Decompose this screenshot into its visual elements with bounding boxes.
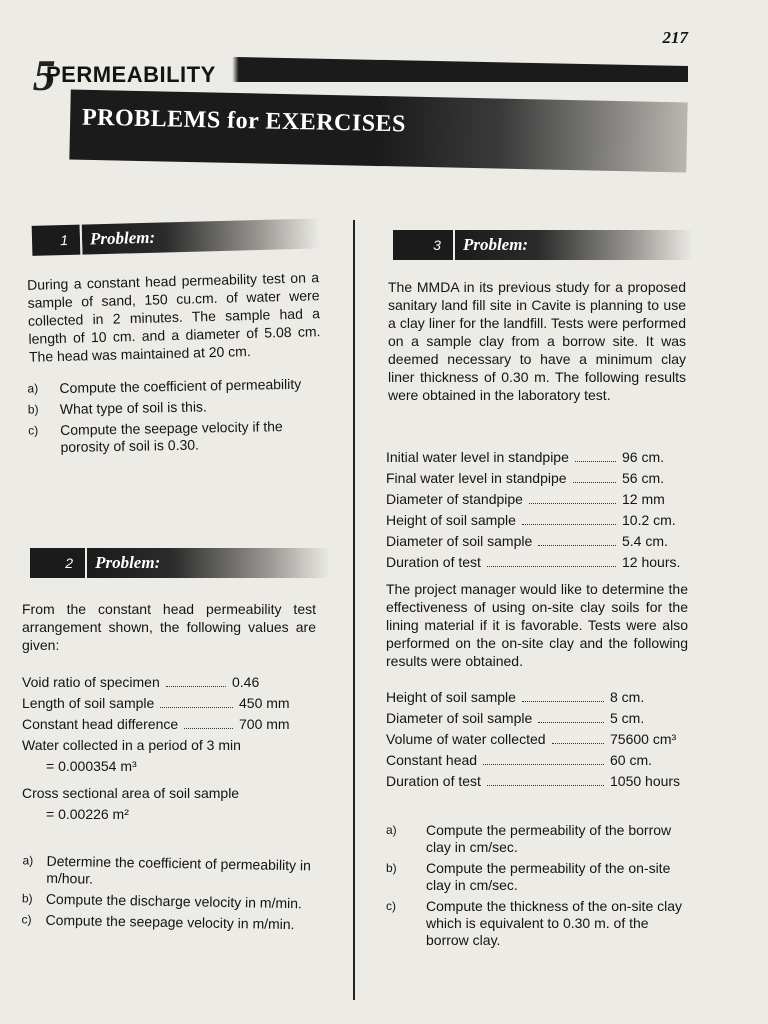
value-row: Constant head difference 700 mm xyxy=(22,716,290,732)
water-collected-value: = 0.000354 m³ xyxy=(46,758,137,774)
problem-1-statement: During a constant head permeability test on a sample of sand, 150 cu.cm. of water were collected in 2 minutes. The sample had a length of 10 cm. and a diameter of 5.08 cm. The head was maintained at 20 cm. xyxy=(26,269,321,365)
value-row: Diameter of standpipe 12 mm xyxy=(386,491,665,507)
question-item: a) Compute the permeability of the borrow clay in cm/sec. xyxy=(386,822,672,855)
chapter-title: PERMEABILITY xyxy=(46,62,216,87)
problem-3-intro: The MMDA in its previous study for a proposed sanitary land fill site in Cavite is planning to use a clay liner for the landfill. Tests were performed on a sample clay from a borrow site. It was deemed necessary to have a minimum clay liner thickness of 0.30 m. The following results were obtained in the laboratory test. xyxy=(388,279,686,403)
section-title: PROBLEMS for EXERCISES xyxy=(81,104,407,138)
problem-1-questions xyxy=(27,375,320,460)
problem-3-questions xyxy=(386,822,692,953)
value-row: Diameter of soil sample 5 cm. xyxy=(386,710,645,726)
column-divider xyxy=(353,220,355,1000)
problem-1-text xyxy=(27,268,321,366)
question-item: a) Determine the coefficient of permeability in m/hour. xyxy=(22,852,312,887)
area-label: Cross sectional area of soil sample xyxy=(22,785,240,801)
value-row: Duration of test 12 hours. xyxy=(386,554,681,570)
problem-3-middle-text: The project manager would like to determine the effectiveness of using on-site clay soils for the lining material if it is favorable. Tests were also performed on the on-site clay and the following results were obtained. xyxy=(386,581,688,669)
value-row: Final water level in standpipe 56 cm. xyxy=(386,470,665,486)
value-row: Duration of test 1050 hours xyxy=(386,773,681,789)
question-item: c) Compute the thickness of the on-site clay which is equivalent to 0.30 m. of the borrow clay. xyxy=(386,898,683,948)
problem-2-questions xyxy=(21,852,322,937)
value-row: Length of soil sample 450 mm xyxy=(22,695,290,711)
area-value: = 0.00226 m² xyxy=(46,806,129,822)
question-item: b) Compute the permeability of the on-site clay in cm/sec. xyxy=(386,860,671,893)
problem-2-banner xyxy=(30,548,330,578)
value-row: Constant head 60 cm. xyxy=(386,752,653,768)
problem-3-values-2 xyxy=(386,688,686,793)
problem-3-number: 3 xyxy=(393,230,453,260)
problem-3-label: Problem: xyxy=(453,230,693,260)
problem-1-banner xyxy=(32,218,333,256)
page-number: 217 xyxy=(662,28,688,47)
value-row: Diameter of soil sample 5.4 cm. xyxy=(386,533,668,549)
problem-2-number: 2 xyxy=(30,548,85,578)
value-row: Void ratio of specimen 0.46 xyxy=(22,674,260,690)
problem-3-values-1 xyxy=(386,448,686,574)
problem-1-label: Problem: xyxy=(80,218,321,254)
problem-2-intro: From the constant head permeability test arrangement shown, the following values are given: xyxy=(22,601,316,653)
problem-2-values xyxy=(22,673,312,826)
question-item: c) Compute the seepage velocity if the porosity of soil is 0.30. xyxy=(28,418,283,455)
water-collected-label: Water collected in a period of 3 min xyxy=(22,737,241,753)
problem-2-label: Problem: xyxy=(85,548,330,578)
value-row: Height of soil sample 8 cm. xyxy=(386,689,645,705)
value-row: Volume of water collected 75600 cm³ xyxy=(386,731,677,747)
chapter-number-logo: 5 xyxy=(29,51,56,100)
value-row: Initial water level in standpipe 96 cm. xyxy=(386,449,665,465)
question-item: c) Compute the seepage velocity in m/min. xyxy=(21,911,295,933)
question-item: b) Compute the discharge velocity in m/min. xyxy=(21,890,303,912)
problem-1-number: 1 xyxy=(32,225,81,256)
question-item: a) Compute the coefficient of permeability xyxy=(27,375,302,396)
question-item: b) What type of soil is this. xyxy=(27,398,208,417)
value-row: Height of soil sample 10.2 cm. xyxy=(386,512,676,528)
problem-3-banner xyxy=(393,230,693,260)
